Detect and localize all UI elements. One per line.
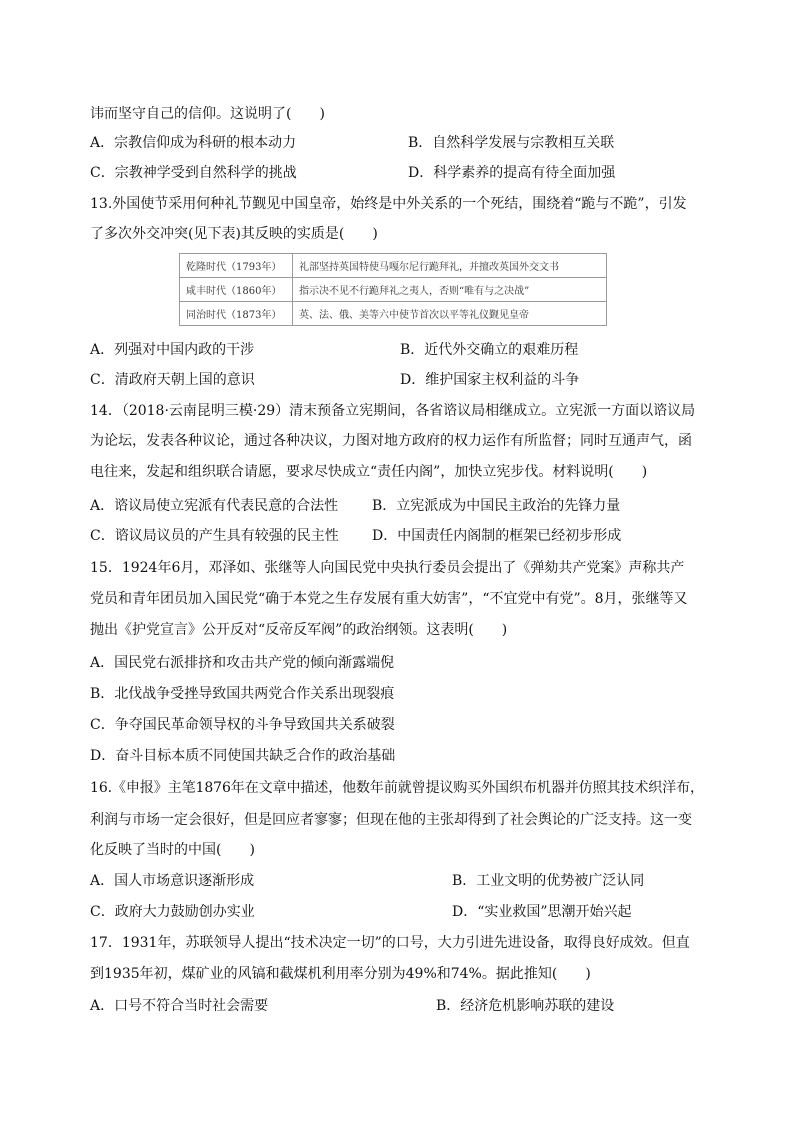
q14-option-b: B．立宪派成为中国民主政治的先锋力量 bbox=[372, 498, 621, 514]
question-17-stem-cont: 到1935年初，煤矿业的风镐和截煤机利用率分别为49%和74%。据此推知( ) bbox=[90, 966, 591, 982]
question-16-stem-cont: 化反映了当时的中国( ) bbox=[90, 842, 255, 858]
question-15-stem-cont: 抛出《护党宣言》公开反对“反帝反军阀”的政治纲领。这表明( ) bbox=[90, 622, 508, 638]
question-15-stem: 15．1924年6月，邓泽如、张继等人向国民党中央执行委员会提出了《弹劾共产党案》声称共产 bbox=[90, 560, 685, 576]
table-cell-event: 礼部坚持英国特使马嘎尔尼行跪拜礼，并擅改英国外交文书 bbox=[293, 254, 607, 278]
q17-option-a: A．口号不符合当时社会需要 bbox=[90, 998, 269, 1014]
table-cell-era: 同治时代（1873年） bbox=[180, 302, 293, 326]
q14-option-c: C．谘议局议员的产生具有较强的民主性 bbox=[90, 528, 339, 544]
q14-option-a: A．谘议局使立宪派有代表民意的合法性 bbox=[90, 498, 339, 514]
table-row bbox=[180, 254, 607, 278]
q12-option-d: D．科学素养的提高有待全面加强 bbox=[408, 165, 616, 181]
q16-option-d: D．“实业救国”思潮开始兴起 bbox=[452, 904, 632, 920]
q16-option-c: C．政府大力鼓励创办实业 bbox=[90, 904, 255, 920]
table-cell-era: 乾隆时代（1793年） bbox=[180, 254, 293, 278]
question-15-stem-cont: 党员和青年团员加入国民党“确于本党之生存发展有重大妨害”，“不宜党中有党”。8月，张继等又 bbox=[90, 591, 688, 607]
question-13-stem: 13.外国使节采用何种礼节觐见中国皇帝，始终是中外关系的一个死结，围绕着“跪与不跪”，引发 bbox=[90, 196, 687, 212]
q13-option-d: D．维护国家主权利益的斗争 bbox=[400, 372, 580, 388]
question-17-stem: 17．1931年，苏联领导人提出“技术决定一切”的口号，大力引进先进设备，取得良好成效。但直 bbox=[90, 935, 690, 951]
q12-option-b: B．自然科学发展与宗教相互关联 bbox=[408, 135, 615, 151]
table-cell-event: 英、法、俄、美等六中使节首次以平等礼仪觐见皇帝 bbox=[293, 302, 607, 326]
question-14-stem-cont: 为论坛，发表各种议论，通过各种决议，力图对地方政府的权力运作有所监督；同时互通声气，函 bbox=[90, 433, 692, 449]
question-16-stem-cont: 利润与市场一定会很好，但是回应者寥寥；但现在他的主张却得到了社会舆论的广泛支持。这一变 bbox=[90, 812, 692, 828]
q13-option-a: A．列强对中国内政的干涉 bbox=[90, 342, 255, 358]
q15-option-c: C．争夺国民革命领导权的斗争导致国共关系破裂 bbox=[90, 717, 395, 733]
q15-option-a: A．国民党右派排挤和攻击共产党的倾向渐露端倪 bbox=[90, 655, 395, 671]
q12-option-a: A．宗教信仰成为科研的根本动力 bbox=[90, 135, 297, 151]
question-16-stem: 16.《申报》主笔1876年在文章中描述，他数年前就曾提议购买外国织布机器并仿照其技术织洋布， bbox=[90, 780, 704, 796]
history-table bbox=[179, 253, 607, 326]
table-row bbox=[180, 278, 607, 302]
table-cell-era: 咸丰时代（1860年） bbox=[180, 278, 293, 302]
table-cell-event: 指示决不见不行跪拜礼之夷人，否则“唯有与之决战” bbox=[293, 278, 607, 302]
question-12-stem-end: 讳而坚守自己的信仰。这说明了( ) bbox=[90, 106, 325, 122]
question-14-stem-cont: 电往来，发起和组织联合请愿，要求尽快成立“责任内阁”，加快立宪步伐。材料说明( ) bbox=[90, 464, 648, 480]
question-14-stem: 14．（2018·云南昆明三模·29）清末预备立宪期间，各省谘议局相继成立。立宪派一方面以谘议局 bbox=[90, 403, 696, 419]
q15-option-b: B．北伐战争受挫导致国共两党合作关系出现裂痕 bbox=[90, 686, 395, 702]
q17-option-b: B．经济危机影响苏联的建设 bbox=[436, 998, 615, 1014]
q12-option-c: C．宗教神学受到自然科学的挑战 bbox=[90, 165, 297, 181]
q13-option-b: B．近代外交确立的艰难历程 bbox=[400, 342, 579, 358]
q14-option-d: D．中国责任内阁制的框架已经初步形成 bbox=[372, 528, 622, 544]
q16-option-a: A．国人市场意识逐渐形成 bbox=[90, 873, 255, 889]
table-row bbox=[180, 302, 607, 326]
q13-option-c: C．清政府天朝上国的意识 bbox=[90, 372, 255, 388]
question-13-stem-cont: 了多次外交冲突(见下表)其反映的实质是( ) bbox=[90, 226, 378, 242]
q16-option-b: B．工业文明的优势被广泛认同 bbox=[452, 873, 645, 889]
q15-option-d: D．奋斗目标本质不同使国共缺乏合作的政治基础 bbox=[90, 748, 396, 764]
